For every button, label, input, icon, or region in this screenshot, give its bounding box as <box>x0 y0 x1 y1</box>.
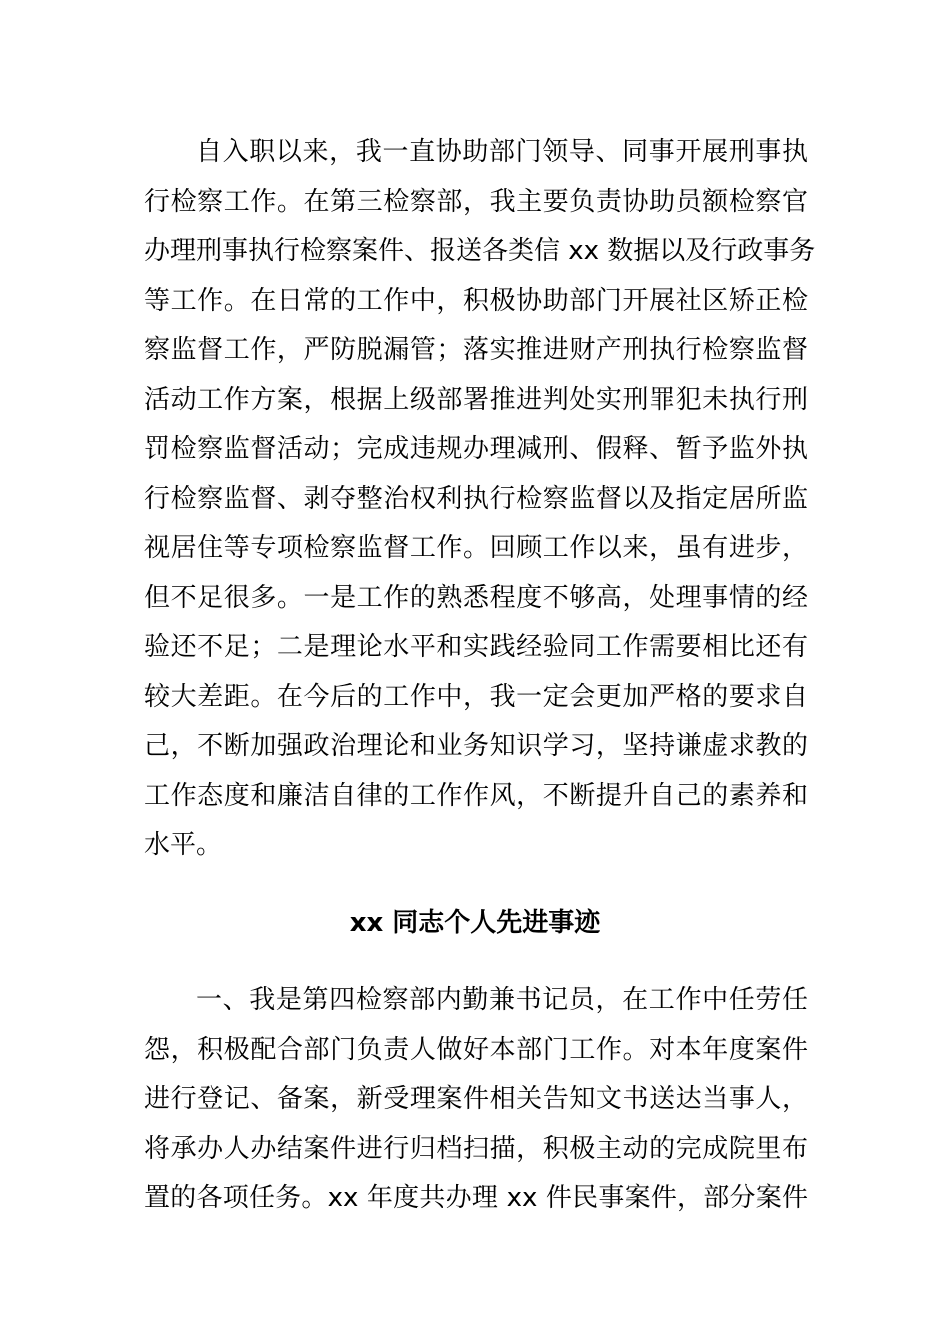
paragraph-1-line: 活动工作方案，根据上级部署推进判处实刑罪犯未执行刑 <box>144 385 808 415</box>
paragraph-2-line: 怨，积极配合部门负责人做好本部门工作。对本年度案件 <box>144 1035 808 1065</box>
paragraph-1-line: 等工作。在日常的工作中，积极协助部门开展社区矫正检 <box>144 286 808 316</box>
paragraph-2-line: 一、我是第四检察部内勤兼书记员，在工作中任劳任 <box>196 985 808 1015</box>
paragraph-1-line: 较大差距。在今后的工作中，我一定会更加严格的要求自 <box>144 682 808 712</box>
paragraph-1-line: 工作态度和廉洁自律的工作作风，不断提升自己的素养和 <box>144 781 808 811</box>
paragraph-1-line: 自入职以来，我一直协助部门领导、同事开展刑事执 <box>196 137 808 167</box>
paragraph-1-line: 己，不断加强政治理论和业务知识学习，坚持谦虚求教的 <box>144 731 808 761</box>
paragraph-1-line: 但不足很多。一是工作的熟悉程度不够高，处理事情的经 <box>144 583 808 613</box>
section-heading: xx 同志个人先进事迹 <box>349 908 601 938</box>
paragraph-1-line: 行检察监督、剥夺整治权利执行检察监督以及指定居所监 <box>144 484 808 514</box>
paragraph-2-line: 置的各项任务。xx 年度共办理 xx 件民事案件，部分案件 <box>144 1183 808 1213</box>
paragraph-1-line: 罚检察监督活动；完成违规办理减刑、假释、暂予监外执 <box>144 434 808 464</box>
paragraph-1-line: 视居住等专项检察监督工作。回顾工作以来，虽有进步， <box>144 533 808 563</box>
paragraph-1-line: 办理刑事执行检察案件、报送各类信 xx 数据以及行政事务 <box>144 236 816 266</box>
paragraph-1-line: 验还不足；二是理论水平和实践经验同工作需要相比还有 <box>144 632 808 662</box>
paragraph-2-line: 进行登记、备案，新受理案件相关告知文书送达当事人， <box>144 1084 808 1114</box>
paragraph-1-line: 行检察工作。在第三检察部，我主要负责协助员额检察官 <box>144 187 808 217</box>
paragraph-1-line: 水平。 <box>144 830 223 860</box>
paragraph-2-line: 将承办人办结案件进行归档扫描，积极主动的完成院里布 <box>144 1134 808 1164</box>
paragraph-1-line: 察监督工作，严防脱漏管；落实推进财产刑执行检察监督 <box>144 335 808 365</box>
